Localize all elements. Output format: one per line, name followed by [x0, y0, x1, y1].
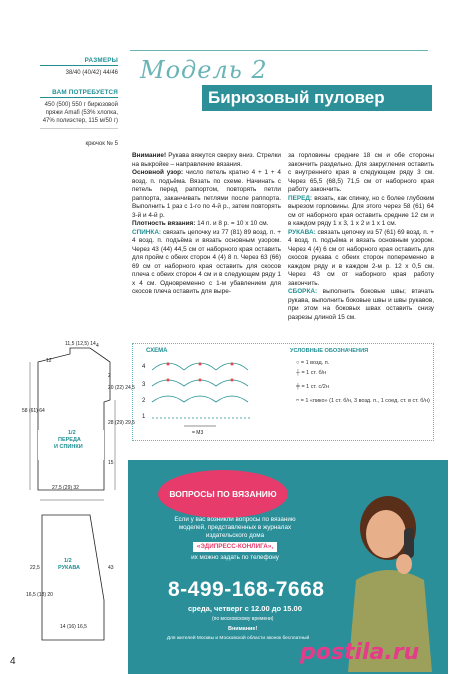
dim-label: 58 (61) 64 — [22, 408, 45, 414]
legend-item: ○ = 1 возд. п. — [296, 360, 330, 366]
questions-badge: ВОПРОСЫ ПО ВЯЗАНИЮ — [158, 470, 288, 518]
dim-label: 16,5 (18) 20 — [26, 592, 53, 598]
dim-label: 20 (22) 24,5 — [108, 385, 135, 391]
materials-title: ВАМ ПОТРЕБУЕТСЯ — [52, 89, 118, 96]
page-number: 4 — [10, 656, 16, 667]
divider — [40, 128, 118, 129]
page-title: Бирюзовый пуловер — [202, 85, 432, 111]
dim-label: 27,5 (29) 32 — [52, 485, 79, 491]
dim-label: 2 — [108, 373, 111, 379]
dim-label: 12 — [46, 358, 52, 364]
legend-item: ᴖ = 1 «пико» (1 ст. б/н, 3 возд. п., 1 соед. ст. в ст. б/н) — [296, 398, 430, 404]
repeat-label: = М3 — [192, 430, 204, 436]
model-number: Модель 2 — [140, 56, 268, 84]
dim-label: 4 — [96, 343, 99, 349]
title-rule — [130, 50, 428, 51]
divider — [40, 97, 118, 98]
timezone: (по московскому времени) — [212, 616, 274, 622]
hours: среда, четверг с 12.00 до 15.00 — [188, 604, 302, 613]
phone-number[interactable]: 8-499-168-7668 — [168, 578, 325, 601]
watermark: postila.ru — [300, 640, 420, 665]
row-label: 1 — [142, 414, 146, 420]
sizes-value: 38/40 (40/42) 44/46 — [65, 70, 118, 76]
legend-title: УСЛОВНЫЕ ОБОЗНАЧЕНИЯ — [290, 348, 369, 354]
crochet-chart — [140, 356, 260, 436]
dim-label: 11,5 (12,5) 14 — [65, 341, 96, 347]
dim-label: 22,5 — [30, 565, 40, 571]
note-title: Внимание! — [228, 626, 258, 632]
instructions-col1: Внимание! Рукава вяжутся сверху вниз. Стрелки на выкройке – направление вязания. Основной узор: число петель кратно 4 + 1 + 4 возд. п. подъёма. Вязать по схеме. Начинать с петель перед раппортом, повторять петли раппорта, заканчивать петлями после раппорта. Выполнить 1 раз с 1-го по 4-й р., затем повторять 3-й и 4-й р. Плотность вязания: 14 п. и 8 р. = 10 х 10 см. СПИНКА: связать цепочку из 77 (81) 89 возд. п. + 4 возд. п. подъёма и вязать основным узором. Через 43 (44) 44,5 см от наборного края оставить для пройм с обеих сторон 4 (4) 8 п. Через 63 (66) 69 см от наборного края оставить для скосов плеча с обеих сторон 4 см и в следующем ряду 1 х 4 см. Одновременно с 1-м убавлением для скосов плеча оставить для выре- — [132, 152, 281, 295]
note-text: Для жителей Москвы и Московской области звонок бесплатный — [166, 636, 310, 641]
piece-label-sleeve: 1/2 РУКАВА — [58, 558, 81, 571]
row-label: 4 — [142, 364, 146, 370]
row-label: 2 — [142, 398, 146, 404]
instructions-col2: за горловины средние 18 см и обе стороны закончить раздельно. Для закругления оставить с внутреннего края в следующем ряду 3 см. Через 65,5 (68,5) 71,5 см от наборного края работу закончить. ПЕРЕД: вязать, как спинку, но с более глубоким вырезом горловины. Для этого через 58 (61) 64 см от наборного края оставить средние 12 см и в каждом ряду 1 х 3, 1 х 2 и 1 х 1 см. РУКАВА: связать цепочку из 57 (61) 69 возд. п. + 4 возд. п. подъёма и вязать основным узором. Через 4 (4) 6 см от наборного края оставить для скосов рукава с обеих сторон попеременно в каждом ряду и в каждом 2-м р. 12 х 0,5 см. Через 43 см от наборного края работу закончить. СБОРКА: выполнить боковые швы; втачать рукава, выполнить боковые швы и швы рукавов, при этом на боковых швах оставить снизу разрезы длиной 15 см. — [288, 152, 434, 321]
promo-text: Если у вас возникли вопросы по вязанию моделей, представленных в журналах издательского дома «ЭДИПРЕСС-КОНЛИГА», их можно задать по телефону — [174, 516, 296, 561]
hook-size: крючок № 5 — [85, 141, 118, 147]
materials-list: 450 (500) 550 г бирюзовой пряжи Amafi (53% хлопка, 47% полиэстер, 115 м/50 г) — [42, 102, 118, 124]
piece-label-body: 1/2 ПЕРЕДА И СПИНКИ — [54, 430, 83, 450]
dim-label: 15 — [108, 460, 114, 466]
scheme-title: СХЕМА — [146, 348, 168, 354]
dim-label: 28 (29) 29,5 — [108, 420, 135, 426]
dim-label: 43 — [108, 565, 114, 571]
dim-label: 14 (16) 16,5 — [60, 624, 87, 630]
row-label: 3 — [142, 382, 146, 388]
legend-item: ┼ = 1 ст. б/н — [296, 370, 327, 376]
legend-item: ╪ = 1 ст. с/2н — [296, 384, 329, 390]
sizes-title: РАЗМЕРЫ — [84, 57, 118, 64]
divider — [40, 65, 118, 66]
brand-label: «ЭДИПРЕСС-КОНЛИГА», — [193, 542, 277, 552]
